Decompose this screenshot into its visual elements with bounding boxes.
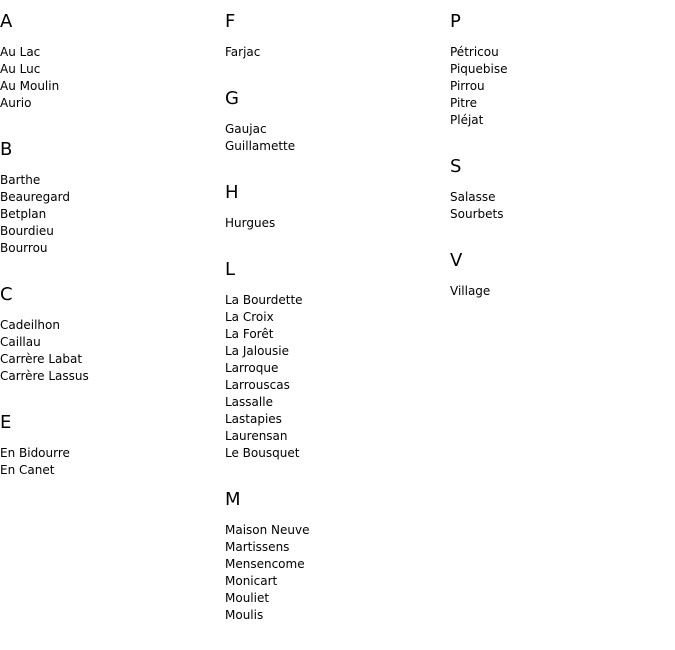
place-name-list — [225, 44, 445, 61]
place-name-link[interactable]: Martissens — [225, 540, 290, 554]
index-column-2 — [225, 10, 445, 650]
place-name-list — [225, 215, 445, 232]
letter-heading: C — [0, 284, 13, 305]
list-item — [450, 206, 670, 223]
place-name-link[interactable]: Carrère Labat — [0, 352, 83, 366]
letter-group — [225, 258, 445, 462]
letter-heading: B — [0, 139, 13, 160]
letter-heading: P — [450, 11, 461, 32]
place-name-list — [0, 172, 220, 257]
place-name-link[interactable]: Mensencome — [225, 557, 305, 571]
letter-group — [0, 138, 220, 257]
place-name-link[interactable]: Caillau — [0, 335, 41, 349]
letter-heading: S — [450, 156, 462, 177]
list-item — [0, 240, 220, 257]
letter-group — [450, 10, 670, 129]
place-name-link[interactable]: Pirrou — [450, 79, 485, 93]
list-item — [225, 394, 445, 411]
place-name-link[interactable]: La Croix — [225, 310, 274, 324]
place-name-link[interactable]: Larrouscas — [225, 378, 290, 392]
place-name-link[interactable]: Piquebise — [450, 62, 508, 76]
place-name-link[interactable]: Guillamette — [225, 139, 296, 153]
list-item — [0, 189, 220, 206]
place-name-list — [450, 283, 670, 300]
place-name-link[interactable]: Sourbets — [450, 207, 504, 221]
place-name-link[interactable]: Beauregard — [0, 190, 70, 204]
list-item — [450, 112, 670, 129]
place-name-link[interactable]: Le Bousquet — [225, 446, 300, 460]
list-item — [0, 95, 220, 112]
place-name-link[interactable]: Moulis — [225, 608, 264, 622]
letter-group — [225, 488, 445, 624]
list-item — [225, 590, 445, 607]
place-name-list — [0, 317, 220, 385]
place-name-link[interactable]: Betplan — [0, 207, 47, 221]
place-name-link[interactable]: Bourdieu — [0, 224, 54, 238]
letter-heading: V — [450, 250, 463, 271]
place-name-link[interactable]: En Bidourre — [0, 446, 70, 460]
list-item — [225, 445, 445, 462]
list-item — [0, 44, 220, 61]
list-item — [0, 78, 220, 95]
letter-heading: G — [225, 88, 239, 109]
place-name-link[interactable]: Hurgues — [225, 216, 276, 230]
letter-heading: H — [225, 182, 239, 203]
place-name-link[interactable]: Lastapies — [225, 412, 282, 426]
place-name-link[interactable]: Barthe — [0, 173, 41, 187]
list-item — [225, 309, 445, 326]
list-item — [225, 411, 445, 428]
place-name-link[interactable]: Pléjat — [450, 113, 484, 127]
list-item — [225, 377, 445, 394]
list-item — [0, 368, 220, 385]
list-item — [450, 95, 670, 112]
place-name-list — [225, 121, 445, 155]
place-name-link[interactable]: Mouliet — [225, 591, 270, 605]
letter-group — [225, 181, 445, 232]
place-name-link[interactable]: Cadeilhon — [0, 318, 60, 332]
place-name-link[interactable]: En Canet — [0, 463, 55, 477]
list-item — [225, 121, 445, 138]
list-item — [450, 44, 670, 61]
place-name-link[interactable]: La Forêt — [225, 327, 274, 341]
letter-group — [225, 87, 445, 155]
place-name-link[interactable]: Au Moulin — [0, 79, 60, 93]
letter-heading: M — [225, 489, 241, 510]
list-item — [0, 172, 220, 189]
list-item — [0, 206, 220, 223]
place-name-link[interactable]: Village — [450, 284, 491, 298]
list-item — [225, 292, 445, 309]
list-item — [450, 78, 670, 95]
letter-group — [0, 283, 220, 385]
list-item — [225, 522, 445, 539]
list-item — [225, 215, 445, 232]
list-item — [225, 343, 445, 360]
list-item — [0, 462, 220, 479]
place-name-list — [0, 44, 220, 112]
place-name-link[interactable]: Farjac — [225, 45, 261, 59]
list-item — [225, 326, 445, 343]
place-name-link[interactable]: Gaujac — [225, 122, 267, 136]
place-name-link[interactable]: Lassalle — [225, 395, 273, 409]
place-name-link[interactable]: Larroque — [225, 361, 279, 375]
place-name-link[interactable]: Au Luc — [0, 62, 41, 76]
list-item — [225, 428, 445, 445]
place-name-link[interactable]: Pétricou — [450, 45, 499, 59]
list-item — [225, 44, 445, 61]
letter-group — [450, 249, 670, 300]
list-item — [0, 334, 220, 351]
list-item — [225, 556, 445, 573]
list-item — [225, 539, 445, 556]
letter-heading: E — [0, 412, 12, 433]
list-item — [450, 189, 670, 206]
list-item — [0, 223, 220, 240]
place-name-link[interactable]: La Jalousie — [225, 344, 289, 358]
letter-heading: F — [225, 11, 236, 32]
list-item — [225, 360, 445, 377]
place-name-list — [450, 189, 670, 223]
place-name-list — [225, 292, 445, 462]
letter-group — [225, 10, 445, 61]
list-item — [0, 351, 220, 368]
place-name-link[interactable]: La Bourdette — [225, 293, 303, 307]
letter-group — [450, 155, 670, 223]
list-item — [0, 445, 220, 462]
place-name-list — [0, 445, 220, 479]
letter-group — [0, 411, 220, 479]
place-name-link[interactable]: Maison Neuve — [225, 523, 310, 537]
list-item — [225, 138, 445, 155]
place-name-link[interactable]: Pitre — [450, 96, 478, 110]
place-name-link[interactable]: Carrère Lassus — [0, 369, 89, 383]
place-name-link[interactable]: Aurio — [0, 96, 32, 110]
place-name-list — [450, 44, 670, 129]
place-name-list — [225, 522, 445, 624]
index-column-3 — [450, 10, 670, 326]
place-name-link[interactable]: Salasse — [450, 190, 496, 204]
list-item — [450, 283, 670, 300]
list-item — [225, 607, 445, 624]
list-item — [0, 317, 220, 334]
list-item — [225, 573, 445, 590]
index-column-1 — [0, 10, 220, 505]
place-name-link[interactable]: Laurensan — [225, 429, 288, 443]
place-name-link[interactable]: Monicart — [225, 574, 278, 588]
letter-heading: L — [225, 259, 236, 280]
list-item — [0, 61, 220, 78]
list-item — [450, 61, 670, 78]
letter-heading: A — [0, 11, 13, 32]
letter-group — [0, 10, 220, 112]
place-name-link[interactable]: Bourrou — [0, 241, 48, 255]
place-name-link[interactable]: Au Lac — [0, 45, 41, 59]
